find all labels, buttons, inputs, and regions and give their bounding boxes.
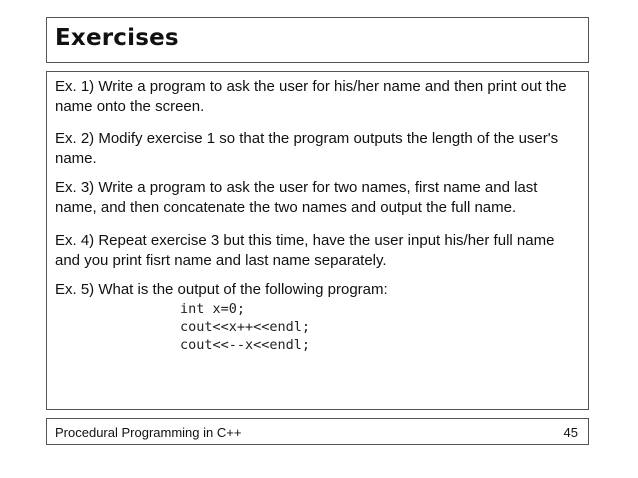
- code-line-1: int x=0;: [180, 301, 246, 317]
- content-frame: [46, 71, 589, 410]
- exercise-list: [55, 77, 575, 354]
- exercise-2-text: Ex. 2) Modify exercise 1 so that the program outputs the length of the user's name.: [55, 130, 559, 167]
- page-number: 45: [563, 425, 578, 440]
- course-name: Procedural Programming in C++: [55, 425, 242, 440]
- exercise-4-text: Ex. 4) Repeat exercise 3 but this time, have the user input his/her full name and you print fisrt name and last name separately.: [55, 232, 555, 269]
- code-line-3: cout<<--x<<endl;: [180, 337, 311, 353]
- exercise-1-text: Ex. 1) Write a program to ask the user for his/her name and then print out the name onto the screen.: [55, 78, 567, 115]
- title-frame: [46, 17, 589, 63]
- code-line-2: cout<<x++<<endl;: [180, 319, 311, 335]
- exercise-3-text: Ex. 3) Write a program to ask the user for two names, first name and last name, and then concatenate the two names and output the full name.: [55, 179, 538, 216]
- footer-frame: [46, 418, 589, 445]
- slide-title: Exercises: [55, 25, 179, 51]
- exercise-5-text: Ex. 5) What is the output of the following program:: [55, 281, 388, 298]
